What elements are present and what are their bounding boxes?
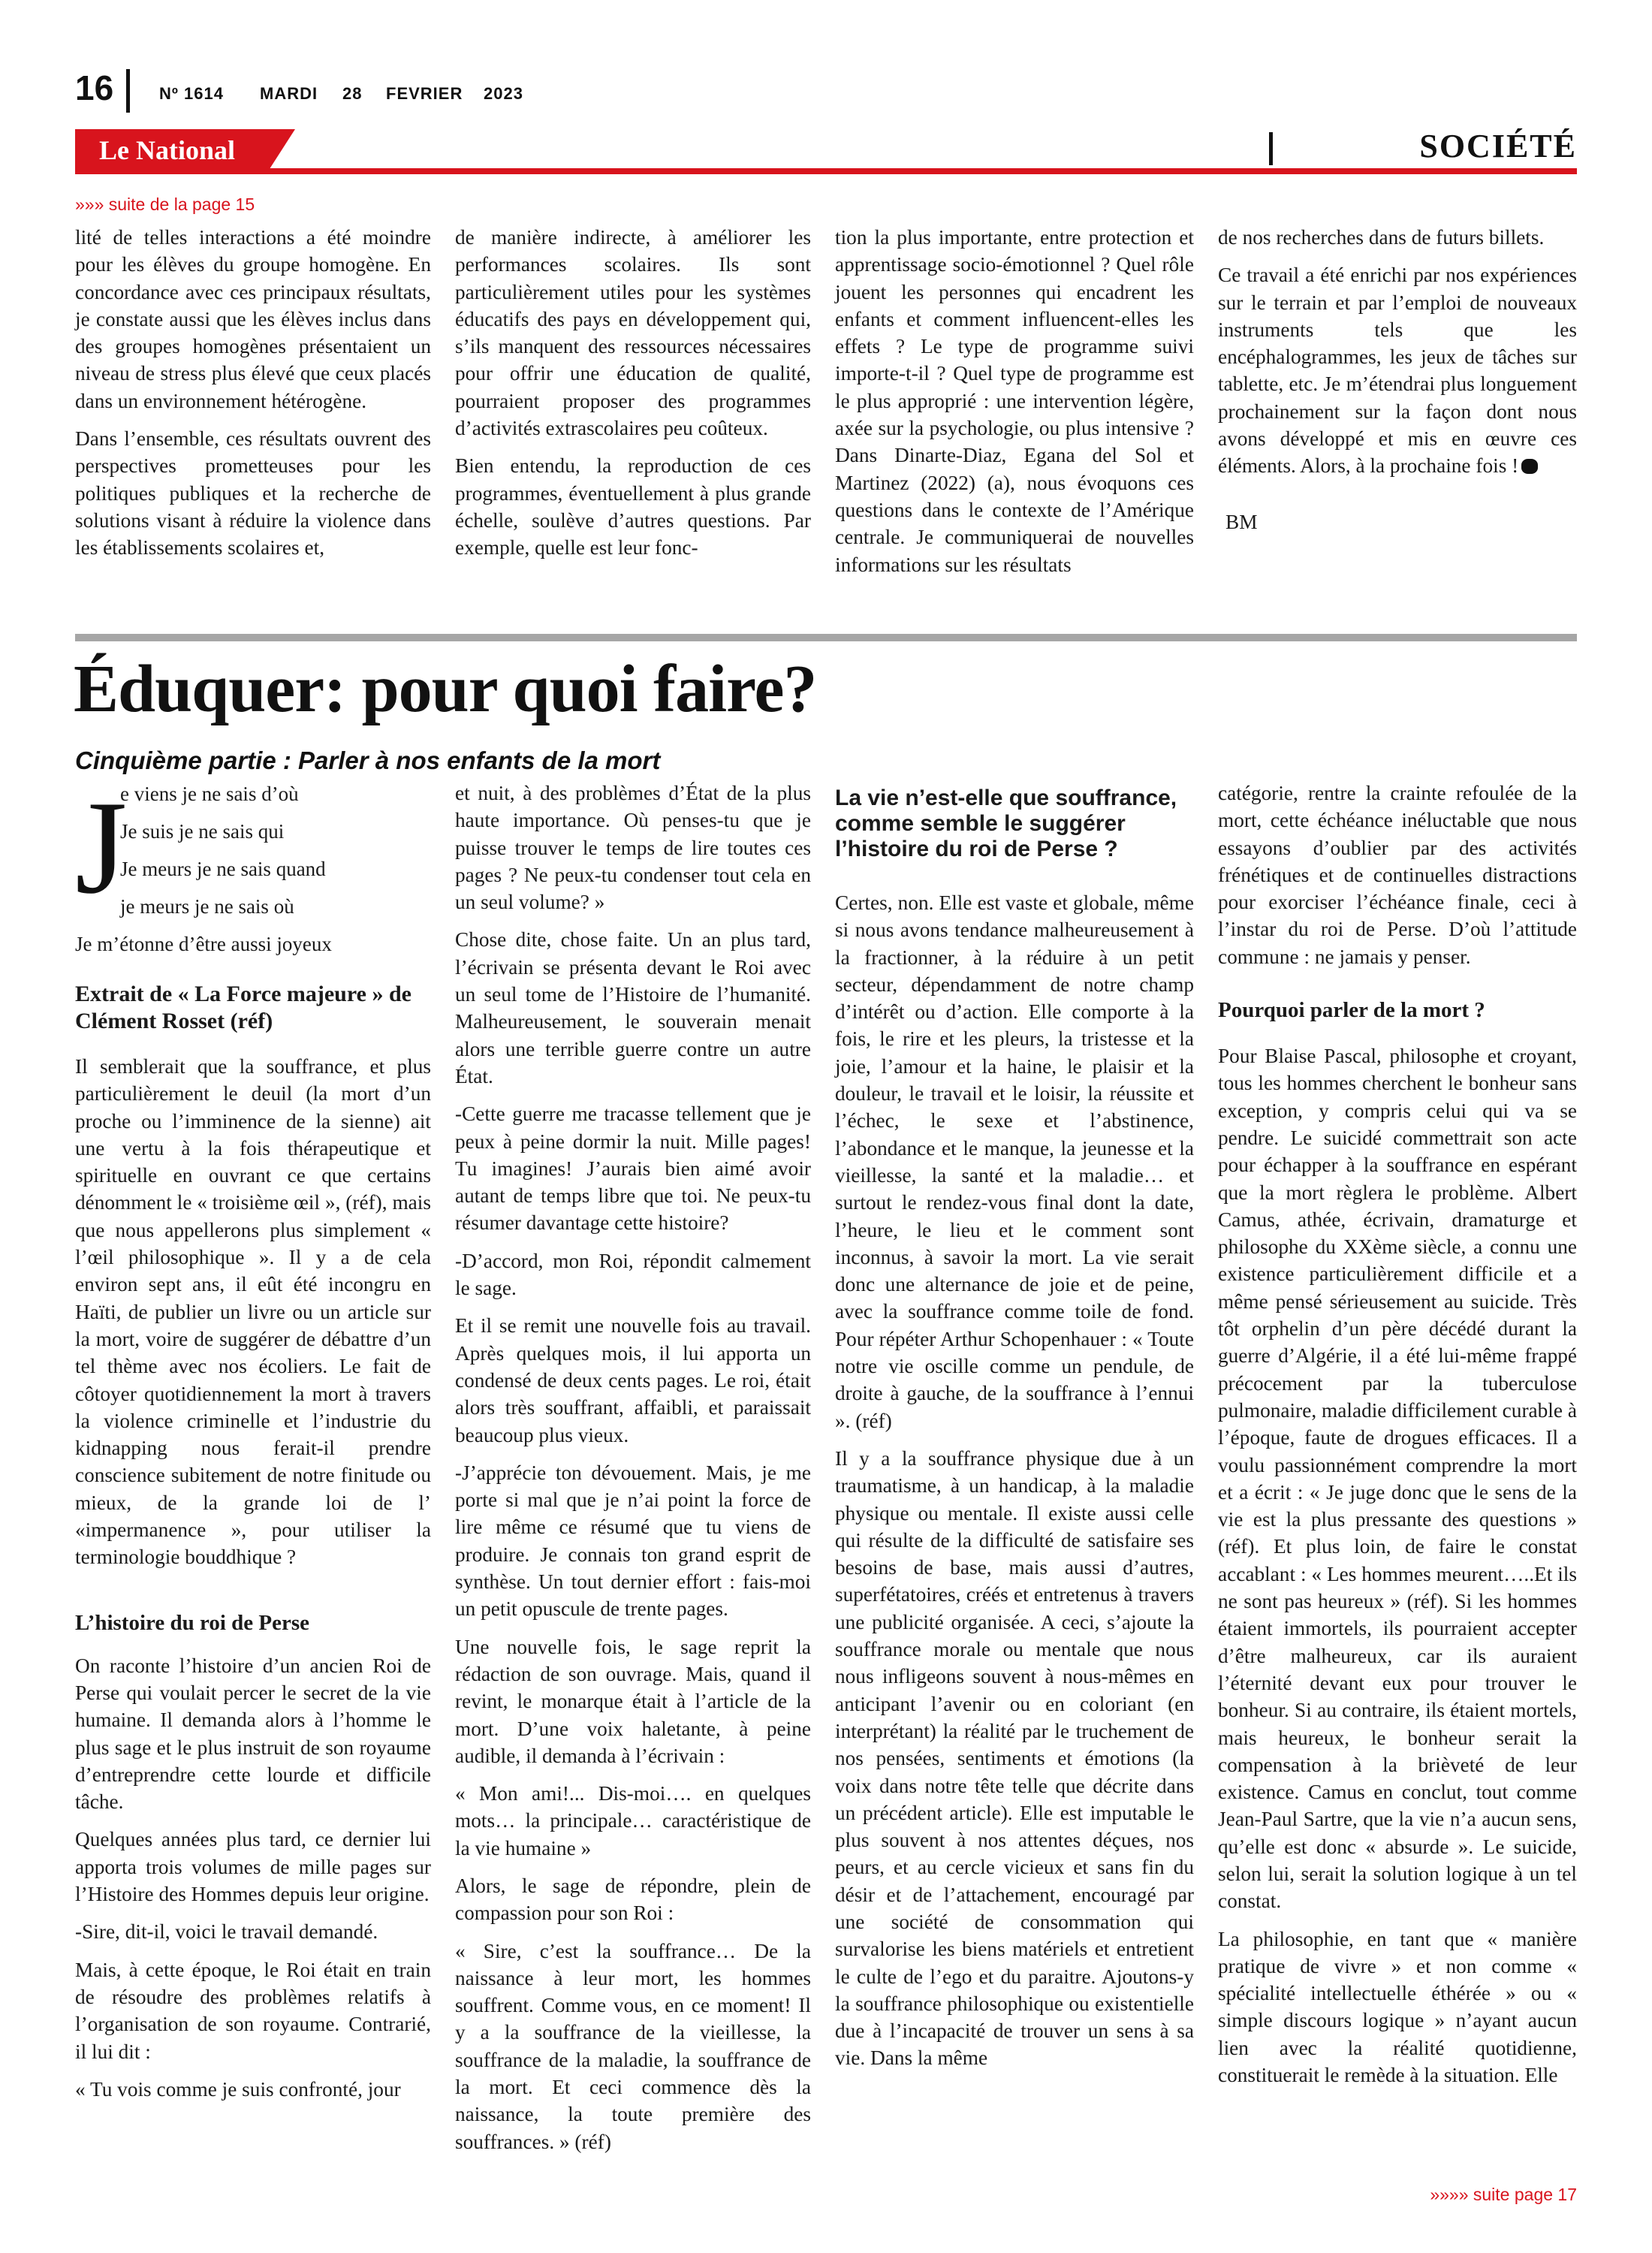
top-article-col-3 — [835, 224, 1194, 589]
top-article-col-4 — [1218, 224, 1577, 546]
date-year: 2023 — [484, 84, 523, 103]
paragraph: La philosophie, en tant que « manière pratique de vivre » et non comme « spécialité intellectuelle éthérée » ou « simple discours logique » n’ayant aucun lien avec la réalité quotidienne, constituerait le remède à la situation. Elle — [1218, 1927, 1577, 2087]
poem-line: e viens je ne sais d’où — [120, 783, 299, 805]
poem-line: je meurs je ne sais où — [120, 895, 294, 918]
section-divider — [1269, 132, 1273, 165]
paragraph: -D’accord, mon Roi, répondit calmement le sage. — [455, 1249, 811, 1300]
poem-line: Je suis je ne sais qui — [120, 820, 285, 843]
paragraph: Une nouvelle fois, le sage reprit la rédaction de son ouvrage. Mais, quand il revint, le monarque était à l’article de la mort. D’une voix haletante, à peine audible, il demanda à l’écrivain : — [455, 1635, 811, 1767]
paragraph: Et il se remit une nouvelle fois au travail. Après quelques mois, il lui apporta un condensé de deux cents pages. Le roi, était alors très souffrant, affaibli, et paraissait beaucoup plus vieux. — [455, 1314, 811, 1446]
page-number-divider — [126, 69, 130, 113]
signature: BM — [1225, 510, 1258, 533]
paragraph: -Cette guerre me tracasse tellement que je peux à peine dormir la nuit. Mille pages! Tu imagines! J’aurais bien aimé avoir autant de temps libre que toi. Ne peux-tu résumer davantage cette histoire? — [455, 1102, 811, 1235]
king-story-heading: L’histoire du roi de Perse — [75, 1610, 310, 1635]
paragraph: et nuit, à des problèmes d’État de la plus haute importance. Où penses-tu que je puisse trouver le temps de lire toutes ces pages ? Ne peux-tu condenser tout cela en un seul volume? » — [455, 782, 811, 914]
header-rule — [75, 168, 1577, 174]
life-suffering-heading: La vie n’est-elle que souffrance, comme semble le suggérer l’histoire du roi de Perse ? — [835, 786, 1177, 861]
brand-banner-tip — [268, 129, 295, 171]
date-day: 28 — [342, 84, 363, 103]
paragraph: tion la plus importante, entre protection et apprentissage socio-émotionnel ? Quel rôle jouent les personnes qui encadrent les enfants et comment influencent-elles les effets ? Le type de programme suivi importe-t-il ? Quel type de programme est le plus approprié : une intervention légère, axée sur la psychologie, ou plus intensive ? Dans Dinarte-Diaz, Egana del Sol et Martinez (2022) (a), nous évoquons ces questions dans le contexte de l’Amérique centrale. Je communiquerai de nouvelles informations sur les résultats — [835, 226, 1194, 576]
paragraph: Pour Blaise Pascal, philosophe et croyant, tous les hommes cherchent le bonheur sans exception, y compris celui qui va se pendre. Le suicidé commettrait son acte pour échapper à la souffrance en espérant que la mort règlera le problème. Albert Camus, athée, écrivain, dramaturge et philosophe du XXème siècle, a connu une existence particulièrement difficile et a même pensé sérieusement au suicide. Très tôt orphelin d’un père décédé durant la guerre d’Algérie, il a été lui-même frappé précocement par la tuberculose pulmonaire, maladie difficilement curable à l’époque, faute de drogues efficaces. Il a voulu passionnément comprendre la mort et a écrit : « Je juge donc que le sens de la vie est la plus pressante des questions » (réf). Et plus loin, de faire le constat accablant : « Les hommes meurent…..Et ils ne sont pas heureux » (réf). Si les hommes étaient immortels, ils pourraient accepter d’être malheureux, car ils auraient l’éternité devant eux pour trouver le bonheur. Si au contraire, ils étaient mortels, mais heureux, le bonheur serait la compensation à la brièveté de leur existence. Camus en conclut, tout comme Jean-Paul Sartre, que la vie n’a aucun sens, qu’elle est donc « absurde ». Le suicide, selon lui, serait la solution logique à un tel constat. — [1218, 1045, 1577, 1913]
continued-from: »»» suite de la page 15 — [75, 195, 255, 214]
article-subtitle: Cinquième partie : Parler à nos enfants de la mort — [75, 746, 661, 774]
paragraph: de manière indirecte, à améliorer les performances scolaires. Ils sont particulièrement utiles pour les systèmes éducatifs des pays en développement qui, s’ils manquent des ressources nécessaires pour offrir une éducation de qualité, pourraient proposer des programmes d’activités extrascolaires peu coûteux. — [455, 226, 811, 440]
paragraph: -Sire, dit-il, voici le travail demandé. — [75, 1920, 378, 1944]
brand-logo: Le National — [99, 135, 236, 165]
paragraph: « Tu vois comme je suis confronté, jour — [75, 2077, 401, 2101]
paragraph: Mais, à cette époque, le Roi était en train de résoudre des problèmes relatifs à l’organisation de son royaume. Contrarié, il lui dit : — [75, 1958, 431, 2063]
paragraph: de nos recherches dans de futurs billets. — [1218, 226, 1545, 249]
top-article-col-2 — [455, 224, 811, 572]
paragraph: Chose dite, chose faite. Un an plus tard, l’écrivain se présenta devant le Roi avec un seul tome de l’Histoire de l’humanité. Malheureusement, le souverain menait alors une terrible guerre contre un autre État. — [455, 928, 811, 1087]
paragraph: -J’apprécie ton dévouement. Mais, je me porte si mal que je n’ai point la force de lire même ce résumé que tu viens de produire. Je connais ton grand esprit de synthèse. Un tout dernier effort : fais-moi un petit opuscule de trente pages. — [455, 1461, 811, 1621]
paragraph: Dans l’ensemble, ces résultats ouvrent des perspectives prometteuses pour les politiques publiques et la recherche de solutions visant à réduire la violence dans les établissements scolaires et, — [75, 427, 431, 559]
paragraph: Bien entendu, la reproduction de ces programmes, éventuellement à plus grande échelle, soulève d’autres questions. Par exemple, quelle est leur fonc- — [455, 454, 811, 559]
continued-to: »»»» suite page 17 — [1430, 2185, 1577, 2204]
paragraph: lité de telles interactions a été moindre pour les élèves du groupe homogène. En concordance avec ces principaux résultats, je constate aussi que les élèves inclus dans des groupes homogènes présentaient un niveau de stress plus élevé que ceux placés dans un environnement hétérogène. — [75, 226, 431, 412]
paragraph: Il y a la souffrance physique due à un traumatisme, à un handicap, à la maladie physique ou mentale. Il existe aussi celle qui résulte de la difficulté de satisfaire ses besoins de base, mais aussi d’autres, superfétatoires, créés et entretenus à travers une publicité organisée. A ceci, s’ajoute la souffrance morale ou mentale que nous nous infligeons souvent à nous-mêmes en anticipant l’avenir ou en coloriant (en interprétant) la réalité par le truchement de nos pensées, sentiments et émotions (la voix dans notre tête telle que décrite dans un précédent article). Elle est imputable le plus souvent à nos attentes déçues, nos peurs, et au cercle vicieux et sans fin du désir et de l’attachement, encouragé par une société de consommation qui survalorise les biens matériels et entretient le culte de l’ego et du paraitre. Ajoutons-y la souffrance philosophique ou existentielle due à l’incapacité de trouver un sens à sa vie. Dans la même — [835, 1446, 1194, 2070]
paragraph: On raconte l’histoire d’un ancien Roi de Perse qui voulait percer le secret de la vie humaine. Il demanda alors à l’homme le plus sage et le plus instruit de son royaume d’entreprendre cette lourde et difficile tâche. — [75, 1654, 431, 1814]
poem-line: Je m’étonne d’être aussi joyeux — [75, 933, 332, 955]
top-article-col-1 — [75, 224, 431, 572]
paragraph: Certes, non. Elle est vaste et globale, même si nous avons tendance malheureusement à la fractionner, à la réduire à un petit secteur, dépendamment de notre champ d’intérêt ou d’action. Elle comporte à la fois, le rire et les pleurs, la tristesse et la joie, l’amour et la haine, le plaisir et la douleur, le travail et le loisir, la réussite et l’échec, le sexe et l’abstinence, l’abondance et le manque, la jeunesse et la vieillesse, la santé et la maladie… et surtout le rendez-vous final dont la date, l’heure, le lieu et le comment sont inconnus, à savoir la mort. La vie serait donc une alternance de joie et de peine, avec la souffrance comme toile de fond. Pour répéter Arthur Schopenhauer : « Toute notre vie oscille comme un pendule, de droite à gauche, de la souffrance à l’ennui ». (réf) — [835, 891, 1194, 1432]
section-title: SOCIÉTÉ — [1419, 128, 1577, 164]
paragraph: catégorie, rentre la crainte refoulée de la mort, cette échéance inéluctable que nous essayons d’oublier par des activités frénétiques et de continuelles distractions pour exorciser l’échéance finale, ceci à l’instar du roi de Perse. D’où l’attitude commune : ne jamais y penser. — [1218, 782, 1577, 968]
weekday: MARDI — [260, 84, 318, 103]
why-talk-heading: Pourquoi parler de la mort ? — [1218, 998, 1485, 1023]
paragraph: Alors, le sage de répondre, plein de compassion pour son Roi : — [455, 1874, 811, 1925]
end-of-article-icon — [1521, 459, 1538, 474]
main-article-col-4 — [1218, 780, 1577, 2099]
paragraph: Il semblerait que la souffrance, et plus particulièrement le deuil (la mort d’un proche ou l’imminence de la sienne) ait une vertu à la fois thérapeutique et spirituelle en ouvrant ce que certains dénomment le « troisième œil », (réf), mais que nous appellerons plus simplement « l’œil philosophique ». Il y a de cela environ sept ans, il eût été incongru en Haïti, de publier un livre ou un article sur la mort, voire de suggérer de débattre d’un tel thème avec nos écoliers. Le fait de côtoyer quotidiennement la mort à travers la violence criminelle et l’industrie du kidnapping nous ferait-il prendre conscience subitement de notre finitude ou mieux, de la grande loi de l’ «impermanence », pour utiliser la terminologie bouddhique ? — [75, 1055, 431, 1569]
paragraph — [1218, 261, 1577, 479]
paragraph: « Mon ami!... Dis-moi…. en quelques mots… la principale… caractéristique de la vie humaine » — [455, 1782, 811, 1859]
issue-number: Nº 1614 — [159, 84, 224, 103]
main-article-col-1 — [75, 981, 431, 2113]
article-separator — [75, 634, 1577, 641]
date-month: FEVRIER — [386, 84, 463, 103]
article-title: Éduquer: pour quoi faire? — [74, 652, 817, 726]
paragraph-text: Ce travail a été enrichi par nos expériences sur le terrain et par l’emploi de nouveaux instruments tels que les encéphalogrammes, les jeux de tâches sur tablette, etc. Je m’étendrai plus longuement prochainement sur la façon dont nous avons développé et mis en œuvre ces éléments. Alors, à la prochaine fois ! — [1218, 264, 1577, 478]
main-article-col-2 — [455, 780, 811, 2166]
paragraph: « Sire, c’est la souffrance… De la naissance à leur mort, les hommes souffrent. Comme vous, en ce moment! Il y a la souffrance de la vieillesse, la souffrance de la maladie, la souffrance de la mort. Et ceci commence dès la naissance, la toute première des souffrances. » (réf) — [455, 1939, 811, 2153]
extract-heading: Extrait de « La Force majeure » de Clément Rosset (réf) — [75, 982, 411, 1033]
poem-line: Je meurs je ne sais quand — [120, 858, 326, 880]
main-article-col-3 — [835, 786, 1194, 2083]
paragraph: Quelques années plus tard, ce dernier lui apporta trois volumes de mille pages sur l’Histoire des Hommes depuis leur origine. — [75, 1828, 431, 1906]
page-number: 16 — [75, 68, 114, 107]
drop-cap: J — [75, 773, 128, 921]
